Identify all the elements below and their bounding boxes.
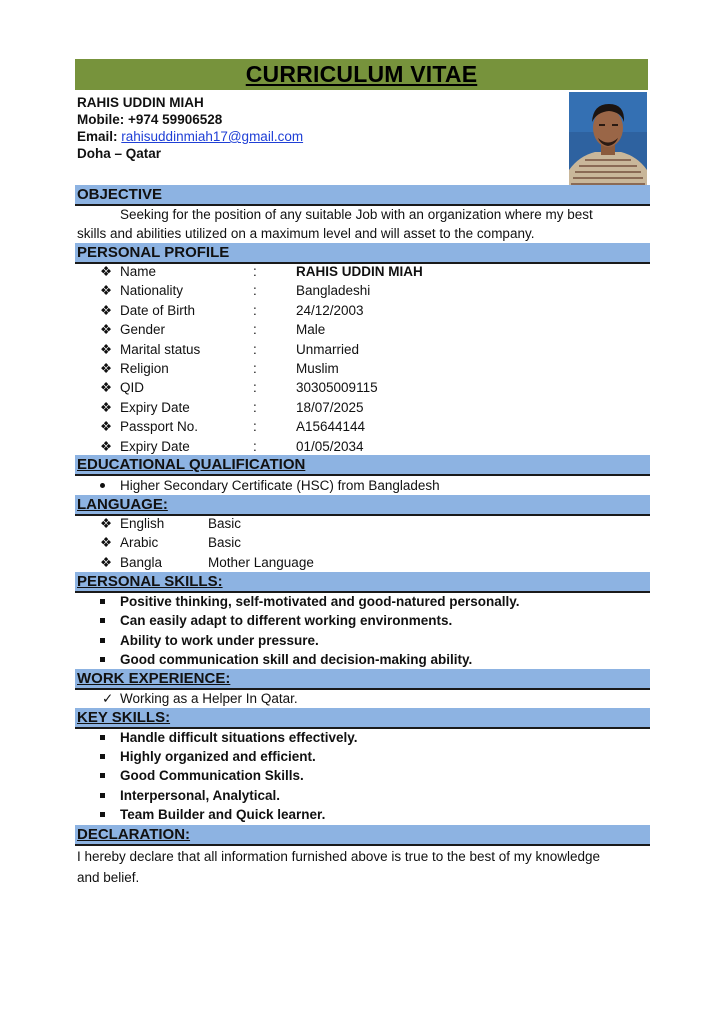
objective-line-1: Seeking for the position of any suitable Job with an organization where my best	[120, 207, 593, 222]
diamond-bullet-icon: ❖	[100, 419, 113, 435]
mobile-label: Mobile:	[77, 112, 125, 127]
profile-label: Expiry Date	[120, 438, 190, 454]
profile-value: Unmarried	[296, 341, 360, 357]
objective-heading: OBJECTIVE	[77, 186, 163, 203]
personal-skills-heading: PERSONAL SKILLS:	[77, 573, 223, 590]
square-bullet-icon	[100, 773, 105, 778]
profile-value: 18/07/2025	[296, 399, 364, 415]
declaration-line-1: I hereby declare that all information furnished above is true to the best of my knowledge	[77, 849, 601, 864]
education-header	[75, 455, 650, 476]
work-experience-heading: WORK EXPERIENCE:	[77, 670, 231, 687]
diamond-bullet-icon: ❖	[100, 322, 113, 338]
mobile-line	[77, 111, 303, 128]
profile-value: 24/12/2003	[296, 302, 364, 318]
profile-value: RAHIS UDDIN MIAH	[296, 264, 423, 279]
profile-label: Marital status	[120, 341, 201, 357]
work-experience-text: Working as a Helper In Qatar.	[120, 691, 298, 706]
profile-colon: :	[253, 341, 257, 357]
profile-colon: :	[253, 380, 257, 396]
profile-value: Male	[296, 322, 326, 338]
diamond-bullet-icon: ❖	[100, 380, 113, 396]
list-item-text: Positive thinking, self-motivated and good-natured personally.	[120, 594, 520, 609]
profile-colon: :	[253, 302, 257, 318]
work-experience-header	[75, 669, 650, 690]
list-item-text: Highly organized and efficient.	[120, 749, 316, 765]
profile-value: A15644144	[296, 419, 366, 435]
declaration-header	[75, 825, 650, 846]
profile-label: QID	[120, 380, 145, 396]
diamond-bullet-icon: ❖	[100, 535, 113, 551]
list-item-text: Ability to work under pressure.	[120, 632, 319, 648]
language-name: Arabic	[120, 535, 159, 551]
personal-skills-header	[75, 572, 650, 593]
language-level: Basic	[208, 535, 242, 551]
list-item-text: Can easily adapt to different working environments.	[120, 613, 453, 629]
diamond-bullet-icon: ❖	[100, 283, 113, 299]
square-bullet-icon	[100, 754, 105, 759]
contact-block	[77, 94, 303, 162]
square-bullet-icon	[100, 599, 105, 604]
profile-colon: :	[253, 419, 257, 435]
declaration-line-2: and belief.	[77, 870, 140, 885]
profile-label: Expiry Date	[120, 399, 190, 415]
education-item-text: Higher Secondary Certificate (HSC) from Bangladesh	[120, 478, 440, 493]
language-level: Mother Language	[208, 554, 314, 570]
personal-profile-heading: PERSONAL PROFILE	[77, 244, 230, 261]
declaration-heading: DECLARATION:	[77, 826, 191, 843]
diamond-bullet-icon: ❖	[100, 302, 113, 318]
profile-row	[100, 281, 640, 300]
square-bullet-icon	[100, 638, 105, 643]
diamond-bullet-icon: ❖	[100, 264, 113, 279]
language-header	[75, 495, 650, 516]
profile-label: Date of Birth	[120, 302, 196, 318]
profile-photo	[569, 92, 647, 187]
location: Doha – Qatar	[77, 146, 162, 161]
square-bullet-icon	[100, 735, 105, 740]
objective-line-2: skills and abilities utilized on a maximum level and will asset to the company.	[77, 226, 535, 241]
language-level: Basic	[208, 516, 242, 531]
profile-label: Nationality	[120, 283, 184, 299]
mobile-number: +974 59906528	[128, 112, 223, 127]
profile-value: Bangladeshi	[296, 283, 371, 299]
email-line	[77, 128, 303, 145]
profile-row	[100, 417, 640, 436]
profile-colon: :	[253, 283, 257, 299]
profile-row	[100, 359, 640, 378]
diamond-bullet-icon: ❖	[100, 554, 113, 570]
square-bullet-icon	[100, 657, 105, 662]
profile-row	[100, 340, 640, 359]
profile-colon: :	[253, 399, 257, 415]
profile-value: 01/05/2034	[296, 438, 364, 454]
profile-row	[100, 301, 640, 320]
profile-colon: :	[253, 438, 257, 454]
profile-row	[100, 320, 640, 339]
list-item-text: Handle difficult situations effectively.	[120, 730, 358, 745]
profile-colon: :	[253, 361, 257, 376]
profile-row	[100, 262, 640, 281]
square-bullet-icon	[100, 812, 105, 817]
bullet-dot-icon	[100, 483, 105, 488]
profile-row	[100, 398, 640, 417]
education-heading: EDUCATIONAL QUALIFICATION	[77, 456, 306, 473]
list-item-text: Good communication skill and decision-making ability.	[120, 651, 473, 667]
profile-row	[100, 437, 640, 456]
objective-header	[75, 185, 650, 206]
list-item-text: Good Communication Skills.	[120, 768, 304, 784]
profile-value: 30305009115	[296, 380, 378, 396]
diamond-bullet-icon: ❖	[100, 516, 113, 531]
square-bullet-icon	[100, 618, 105, 623]
profile-photo-image	[569, 92, 647, 187]
language-name: English	[120, 516, 165, 531]
personal-profile-header	[75, 243, 650, 264]
profile-label: Religion	[120, 361, 169, 376]
profile-label: Passport No.	[120, 419, 199, 435]
diamond-bullet-icon: ❖	[100, 399, 113, 415]
checkmark-icon: ✓	[102, 691, 114, 706]
profile-colon: :	[253, 264, 257, 279]
square-bullet-icon	[100, 793, 105, 798]
diamond-bullet-icon: ❖	[100, 438, 113, 454]
email-label: Email:	[77, 129, 118, 144]
key-skills-header	[75, 708, 650, 729]
profile-colon: :	[253, 322, 257, 338]
profile-value: Muslim	[296, 361, 339, 376]
language-heading: LANGUAGE:	[77, 496, 168, 513]
profile-label: Gender	[120, 322, 166, 338]
profile-row	[100, 378, 640, 397]
cv-title: CURRICULUM VITAE	[245, 61, 478, 87]
profile-label: Name	[120, 264, 157, 279]
list-item-text: Team Builder and Quick learner.	[120, 806, 326, 822]
email-link[interactable]: rahisuddinmiah17@gmail.com	[121, 129, 304, 144]
title-bar	[75, 59, 648, 90]
diamond-bullet-icon: ❖	[100, 341, 113, 357]
candidate-name: RAHIS UDDIN MIAH	[77, 95, 204, 110]
language-name: Bangla	[120, 554, 163, 570]
list-item-text: Interpersonal, Analytical.	[120, 787, 281, 803]
key-skills-heading: KEY SKILLS:	[77, 709, 171, 726]
diamond-bullet-icon: ❖	[100, 361, 113, 376]
